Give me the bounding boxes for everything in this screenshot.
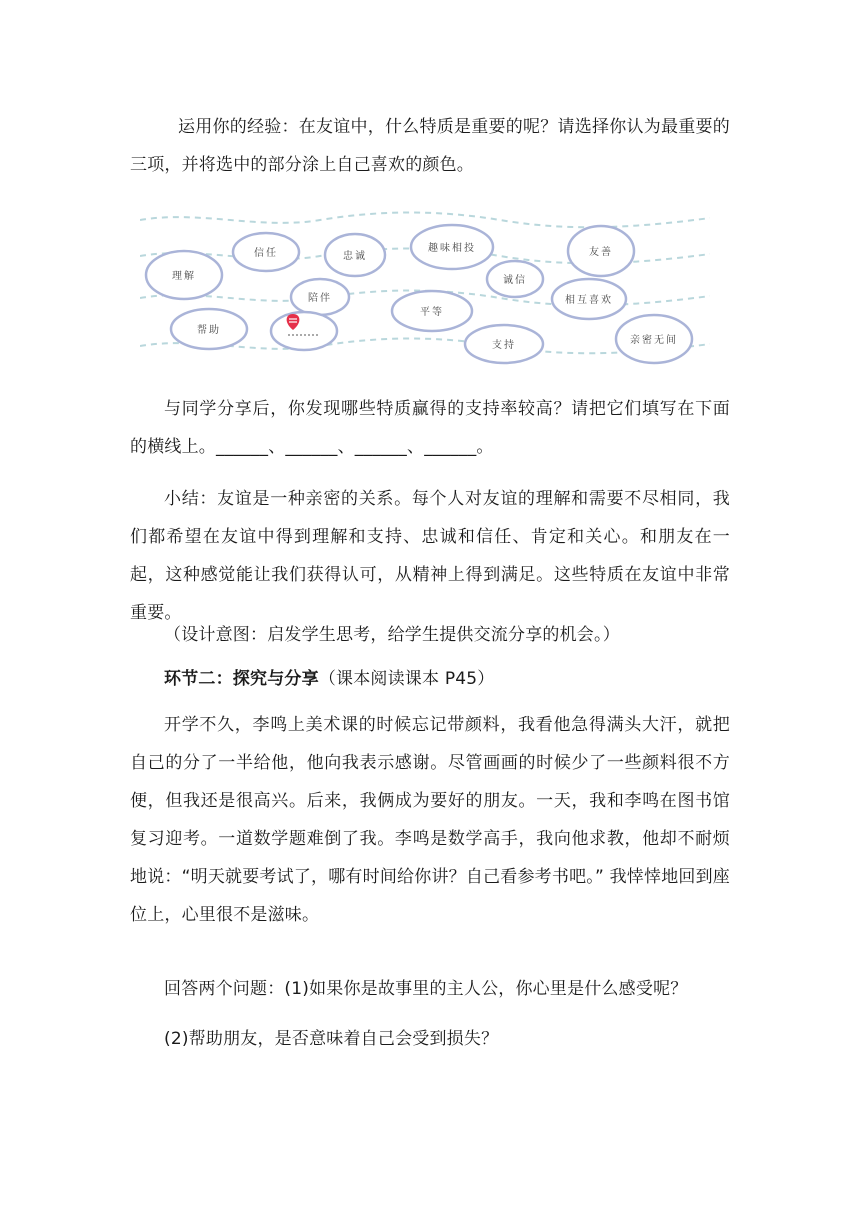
bubble-blank[interactable] [271,312,337,350]
trait-label-companionship: 陪伴 [308,293,332,304]
story-paragraph: 开学不久，李鸣上美术课的时候忘记带颜料，我看他急得满头大汗，就把自己的分了一半给他，他向我表示感谢。尽管画画的时候少了一些颜料很不方便，但我还是很高兴。后来，我俩成为要好的朋友。一天，我和李鸣在图书馆复习迎考。一道数学题难倒了我。李鸣是数学高手，我向他求教，他却不耐烦地说：“明天就要考试了，哪有时间给你讲？自己看参考书吧。” 我悻悻地回到座位上，心里很不是滋味。 [130,715,730,925]
trait-label-shared-interests: 趣味相投 [428,243,476,254]
trait-label-closeness: 亲密无间 [630,335,678,346]
trait-label-mutual-liking: 相互喜欢 [565,295,613,306]
trait-label-kindness: 友善 [589,247,613,258]
section-two-heading [130,660,730,698]
trait-label-equality: 平等 [420,307,444,318]
trait-label-honesty: 诚信 [503,275,527,286]
trait-label-loyalty: 忠诚 [343,251,367,262]
share-question-paragraph: 与同学分享后，你发现哪些特质赢得的支持率较高？请把它们填写在下面的横线上。______、______、______、______。 [130,399,730,457]
section-two-title: 环节二：探究与分享 [164,669,319,689]
question-two-paragraph: (2)帮助朋友，是否意味着自己会受到损失？ [164,1029,499,1049]
instruction-paragraph: 运用你的经验：在友谊中，什么特质是重要的呢？请选择你认为最重要的三项，并将选中的部分涂上自己喜欢的颜色。 [130,117,730,175]
design-intent-paragraph: （设计意图：启发学生思考，给学生提供交流分享的机会。） [164,625,620,645]
question-one-paragraph: 回答两个问题：(1)如果你是故事里的主人公，你心里是什么感受呢？ [164,979,688,999]
trait-label-support: 支持 [492,340,516,351]
trait-label-help: 帮助 [197,325,221,336]
section-two-reference: （课本阅读课本 P45） [318,669,495,689]
summary-paragraph: 小结：友谊是一种亲密的关系。每个人对友谊的理解和需要不尽相同，我们都希望在友谊中得到理解和支持、忠诚和信任、肯定和关心。和朋友在一起，这种感觉能让我们获得认可，从精神上得到满足。这些特质在友谊中非常重要。 [130,489,730,623]
trait-label-understanding: 理解 [172,271,196,282]
trait-label-trust: 信任 [254,248,278,259]
friendship-traits-illustration [140,208,710,368]
